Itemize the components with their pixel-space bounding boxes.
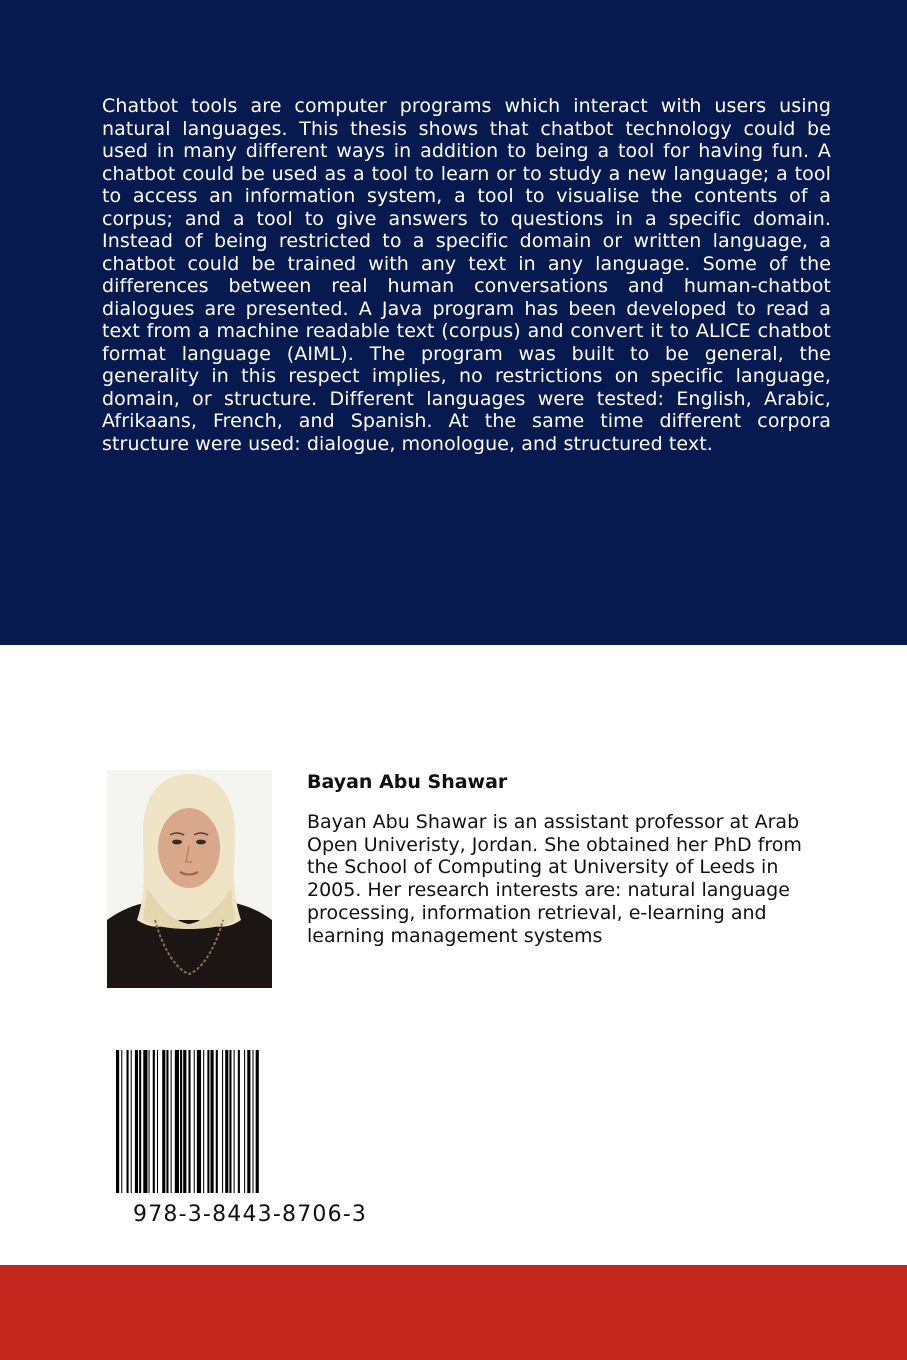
isbn-number: 978-3-8443-8706-3	[133, 1202, 368, 1227]
author-name: Bayan Abu Shawar	[307, 771, 508, 793]
author-photo	[107, 770, 272, 988]
footer-band	[0, 1265, 907, 1360]
book-abstract: Chatbot tools are computer programs which interact with users using natural languages. This thesis shows that chatbot technology could be used in many different ways in addition to being a tool for having fun. A chatbot could be used as a tool to learn or to study a new language; a tool to access an information system, a tool to visualise the contents of a corpus; and a tool to give answers to questions in a specific domain. Instead of being restricted to a specific domain or written language, a chatbot could be trained with any text in any language. Some of the differences between real human conversations and human-chatbot dialogues are presented. A Java program has been developed to read a text from a machine readable text (corpus) and convert it to ALICE chatbot format language (AIML). The program was built to be general, the generality in this respect implies, no restrictions on specific language, domain, or structure. Different languages were tested: English, Arabic, Afrikaans, French, and Spanish. At the same time different corpora structure were used: dialogue, monologue, and structured text.	[102, 95, 831, 455]
author-biography: Bayan Abu Shawar is an assistant professor at Arab Open Univeristy, Jordan. She obtained her PhD from the School of Computing at University of Leeds in 2005. Her research interests are: natural language processing, information retrieval, e-learning and learning management systems	[307, 811, 802, 947]
isbn-barcode	[115, 1050, 381, 1195]
abstract-panel	[0, 0, 907, 645]
